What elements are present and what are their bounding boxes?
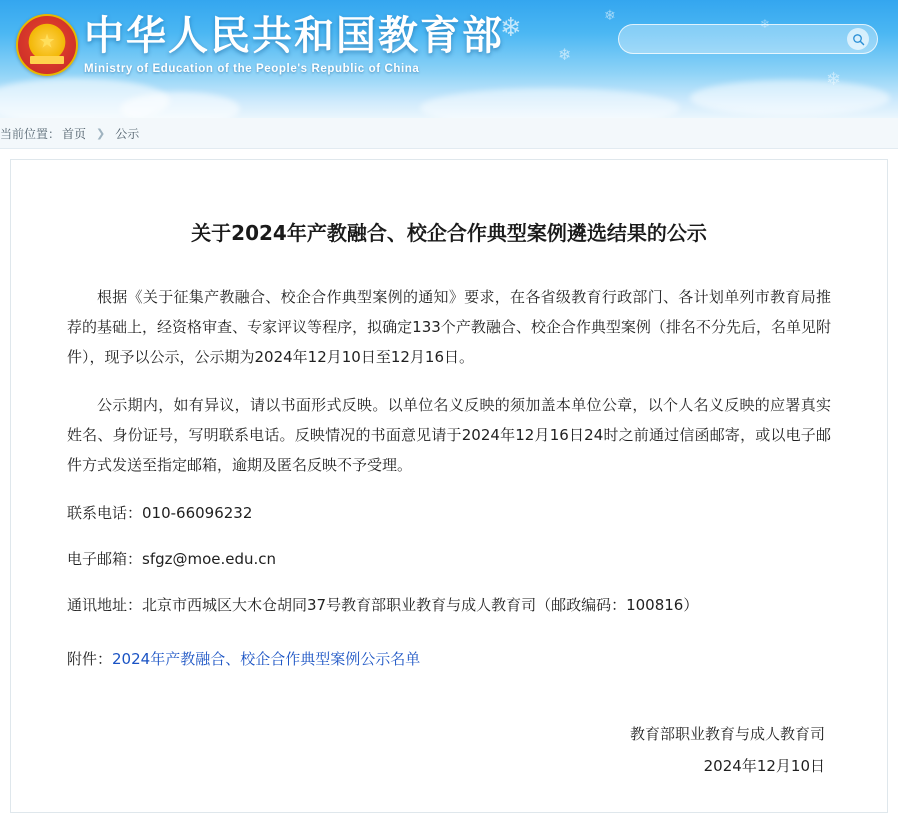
- search-input[interactable]: [633, 31, 847, 47]
- signature-department: 教育部职业教育与成人教育司: [629, 725, 825, 743]
- contact-address: 通讯地址：北京市西城区大木仓胡同37号教育部职业教育与成人教育司（邮政编码：100816）: [67, 596, 699, 614]
- site-title-cn: 中华人民共和国教育部: [84, 13, 504, 59]
- attachment-link[interactable]: 2024年产教融合、校企合作典型案例公示名单: [112, 650, 421, 668]
- search-icon: [852, 33, 865, 46]
- search-box[interactable]: [618, 24, 878, 54]
- snowflake-icon: ❄: [760, 17, 771, 31]
- attachment-label: 附件：: [67, 650, 113, 668]
- content-wrapper: [0, 149, 898, 813]
- emblem-star: ★: [38, 31, 56, 53]
- page-title: 关于2024年产教融合、校企合作典型案例遴选结果的公示: [191, 221, 707, 245]
- cloud-decoration: [690, 80, 890, 116]
- breadcrumb-home-link[interactable]: 首页: [62, 126, 87, 141]
- site-title-en: Ministry of Education of the People's Republic of China: [84, 62, 420, 75]
- site-title-block: [84, 12, 504, 75]
- site-header: [0, 0, 898, 118]
- cloud-decoration: [120, 92, 240, 118]
- snowflake-icon: ❄: [500, 12, 522, 42]
- snowflake-icon: ❄: [604, 7, 616, 23]
- contact-email: 电子邮箱：sfgz@moe.edu.cn: [67, 550, 277, 568]
- snowflake-icon: ❄: [558, 47, 572, 64]
- chevron-right-icon: ❯: [96, 127, 106, 140]
- emblem-gate: [30, 56, 64, 64]
- cloud-decoration: [420, 88, 680, 118]
- breadcrumb-current: 公示: [115, 126, 140, 141]
- document-card: [10, 159, 888, 813]
- breadcrumb: [0, 118, 898, 149]
- breadcrumb-label: 当前位置：: [0, 126, 61, 141]
- search-button[interactable]: [847, 28, 869, 50]
- attachment-row: [67, 644, 831, 674]
- national-emblem-icon: [16, 14, 78, 76]
- snowflake-icon: ❄: [826, 69, 842, 89]
- contact-phone: 联系电话：010-66096232: [67, 504, 253, 522]
- document-paragraph: 公示期内，如有异议，请以书面形式反映。以单位名义反映的须加盖本单位公章，以个人名义反映的应署真实姓名、身份证号，写明联系电话。反映情况的书面意见请于2024年12月16日24时之前通过信函邮寄，或以电子邮件方式发送至指定邮箱，逾期及匿名反映不予受理。: [67, 396, 831, 474]
- signature-date: 2024年12月10日: [703, 757, 825, 775]
- document-paragraph: 根据《关于征集产教融合、校企合作典型案例的通知》要求，在各省级教育行政部门、各计划单列市教育局推荐的基础上，经资格审查、专家评议等程序，拟确定133个产教融合、校企合作典型案例（排名不分先后，名单见附件），现予以公示，公示期为2024年12月10日至12月16日。: [67, 288, 831, 366]
